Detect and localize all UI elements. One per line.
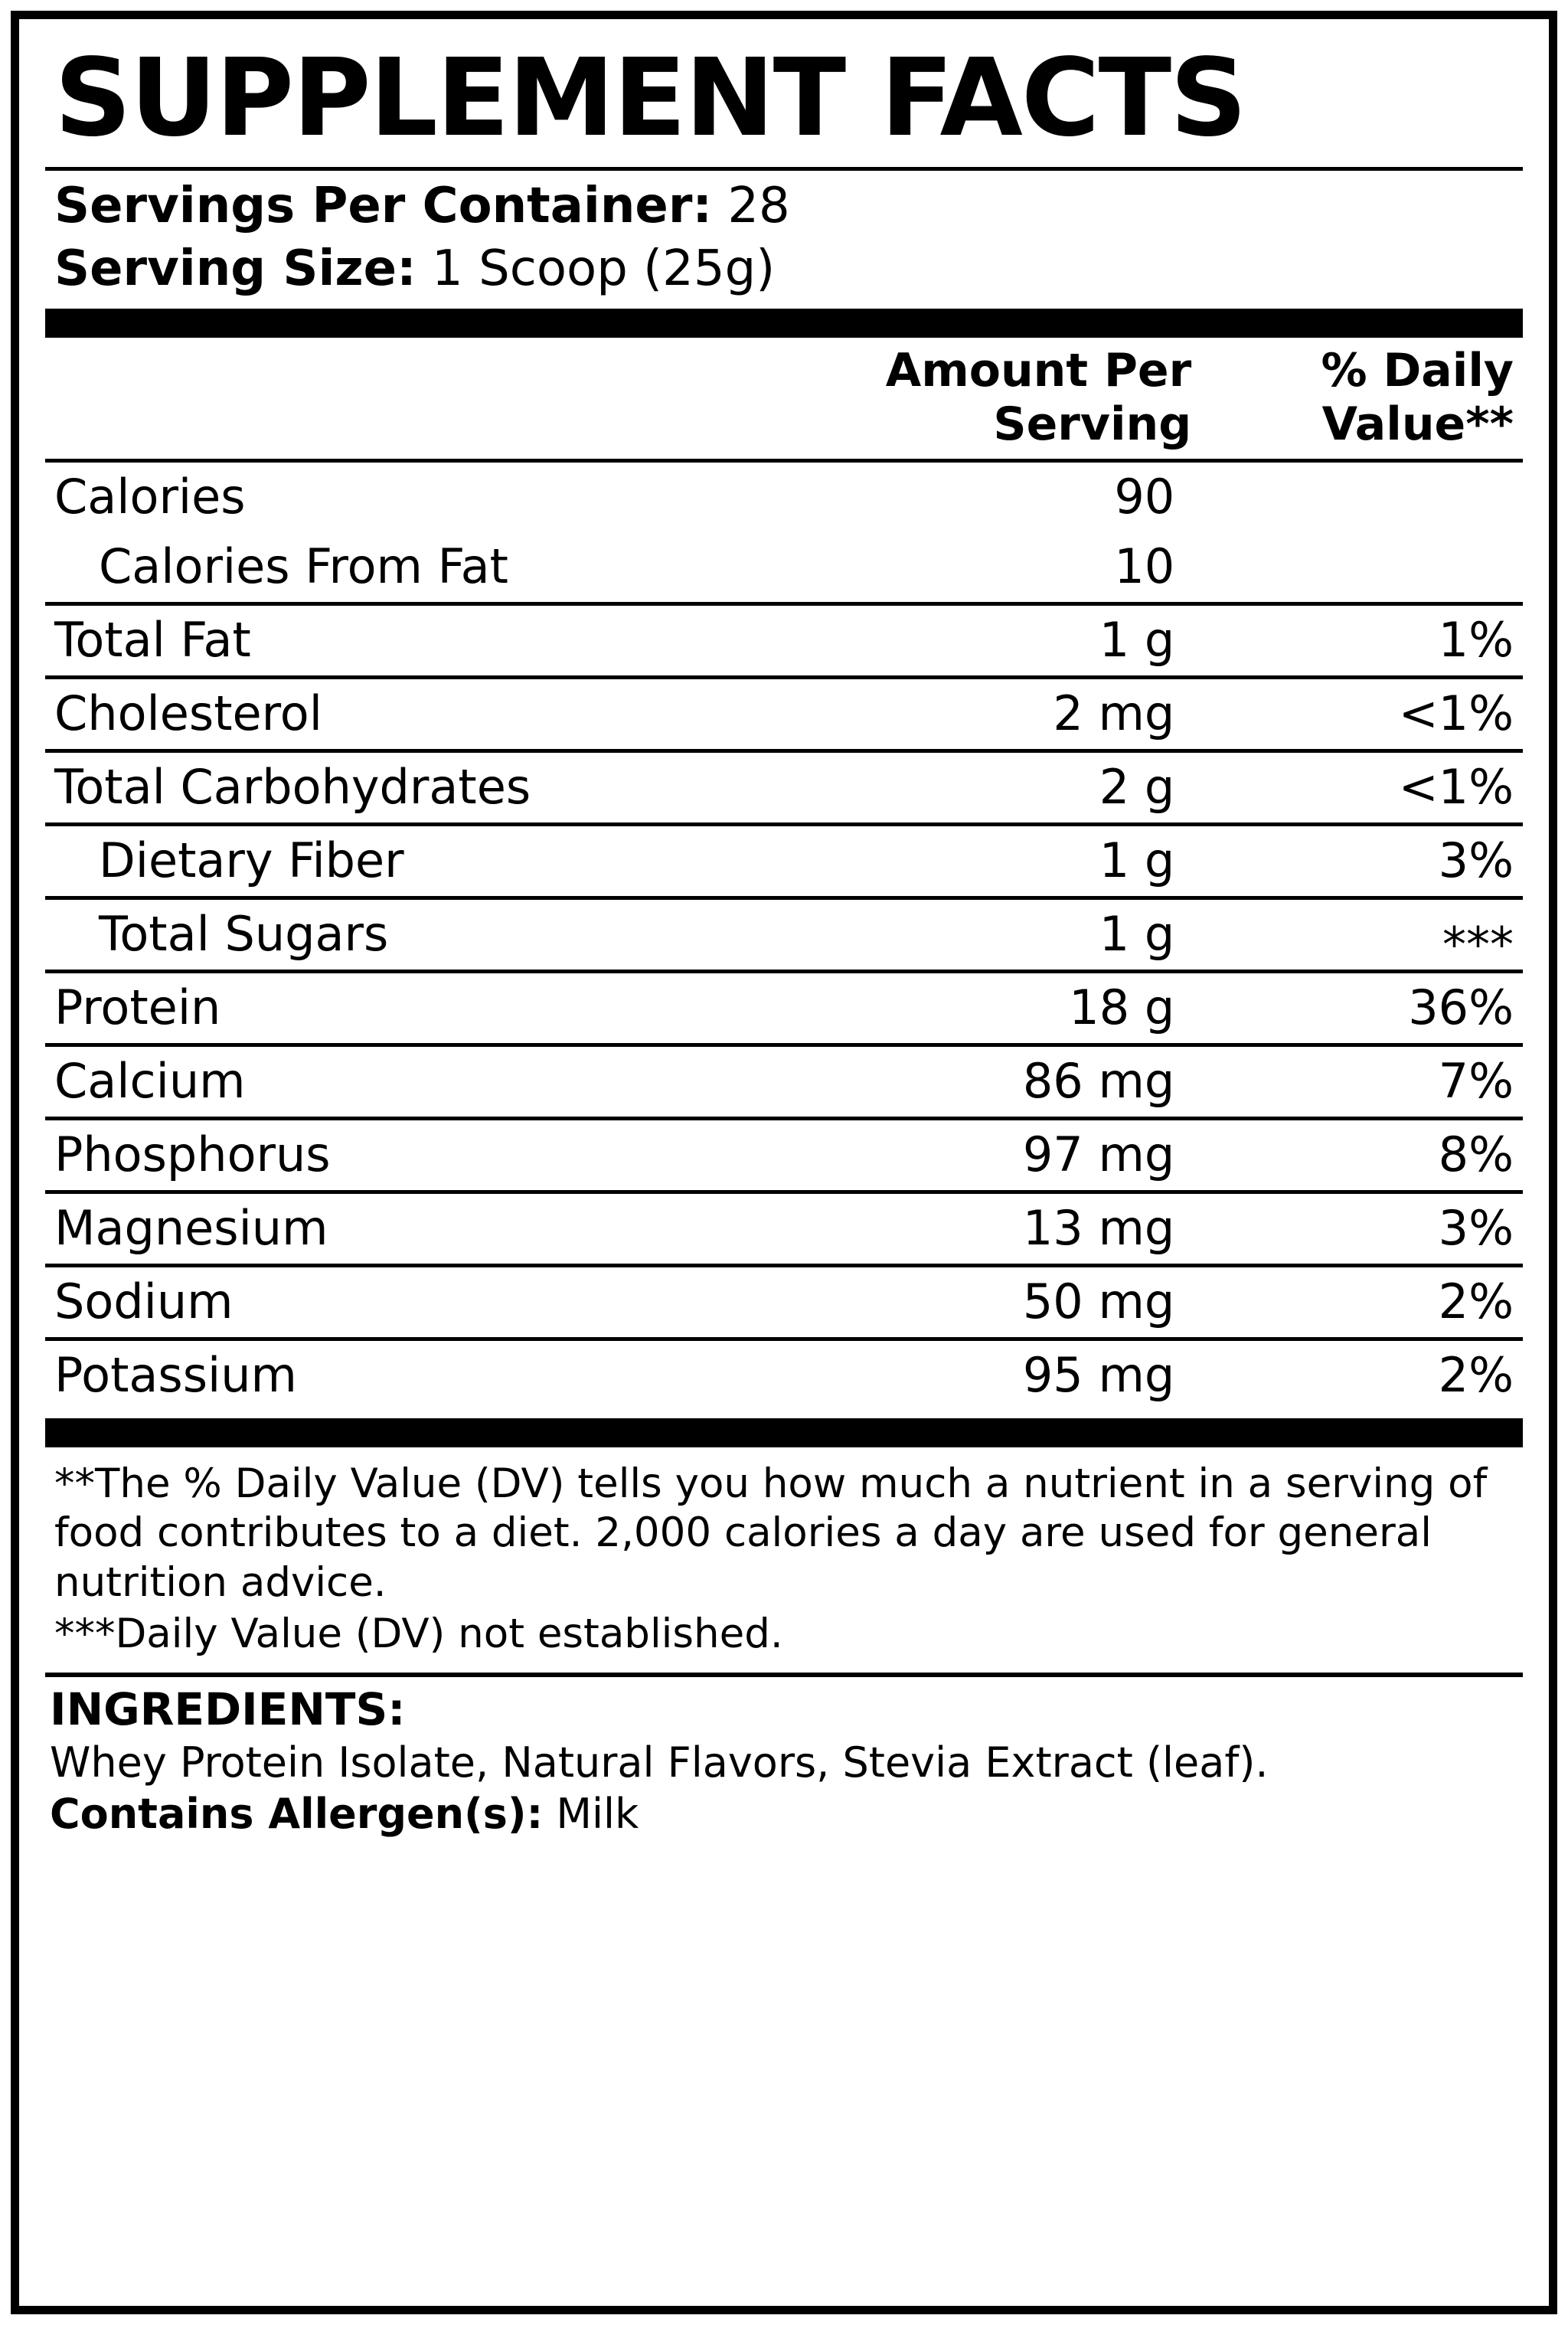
daily-value-note: **The % Daily Value (DV) tells you how much a nutrient in a serving of food contributes to a diet. 2,000 calories a day are used for general nutrition advice. [54, 1460, 1488, 1606]
supplement-facts-panel [11, 11, 1557, 2314]
serving-size-value: 1 Scoop (25g) [432, 240, 776, 297]
header-amount-per-serving: Amount Per Serving [885, 343, 1192, 451]
nutrient-dv: 2% [1211, 1339, 1523, 1411]
servings-per-container-line [54, 175, 1523, 238]
table-row [45, 1192, 1523, 1265]
serving-size-label: Serving Size: [54, 240, 416, 297]
table-row [45, 971, 1523, 1045]
nutrient-name: Calories From Fat [99, 538, 508, 594]
nutrient-name: Cholesterol [45, 677, 717, 750]
ingredients-list: Whey Protein Isolate, Natural Flavors, Stevia Extract (leaf). [50, 1738, 1269, 1787]
nutrient-name: Total Carbohydrates [45, 750, 717, 824]
nutrient-name: Dietary Fiber [45, 824, 717, 898]
ingredients-heading: INGREDIENTS: [50, 1683, 406, 1736]
page-title: SUPPLEMENT FACTS [54, 36, 1246, 161]
nutrient-dv: 1% [1211, 603, 1523, 677]
nutrient-amount: 1 g [717, 603, 1211, 677]
table-row [45, 677, 1523, 750]
header-blank [45, 338, 717, 461]
nutrient-amount: 86 mg [717, 1045, 1211, 1118]
nutrient-dv [1211, 460, 1523, 532]
nutrient-dv: 2% [1211, 1265, 1523, 1339]
serving-size-line [54, 238, 1523, 301]
table-row [45, 1265, 1523, 1339]
nutrient-amount: 95 mg [717, 1339, 1211, 1411]
table-row [45, 532, 1523, 604]
nutrient-amount: 50 mg [717, 1265, 1211, 1339]
nutrient-dv: 8% [1211, 1118, 1523, 1192]
allergen-line [50, 1788, 1523, 1840]
nutrient-name: Protein [45, 971, 717, 1045]
footnotes [54, 1460, 1501, 1660]
nutrient-name: Phosphorus [45, 1118, 717, 1192]
allergen-value: Milk [556, 1790, 639, 1839]
nutrient-dv: 3% [1211, 1192, 1523, 1265]
servings-per-container-label: Servings Per Container: [54, 177, 712, 234]
nutrient-amount: 18 g [717, 971, 1211, 1045]
table-row [45, 898, 1523, 971]
nutrient-amount: 1 g [717, 898, 1211, 971]
table-row [45, 824, 1523, 898]
nutrient-amount: 10 [1114, 538, 1175, 594]
nutrient-dv: *** [1211, 898, 1523, 971]
nutrient-name: Total Sugars [45, 898, 717, 971]
nutrient-name: Calories [45, 460, 717, 532]
divider-thick-bottom [45, 1418, 1523, 1447]
nutrient-amount: 90 [717, 460, 1211, 532]
header-daily-value: % Daily Value** [1321, 343, 1514, 451]
table-row [45, 750, 1523, 824]
nutrient-amount: 97 mg [717, 1118, 1211, 1192]
table-row [45, 1339, 1523, 1411]
allergen-label: Contains Allergen(s): [50, 1790, 544, 1839]
nutrient-dv: 7% [1211, 1045, 1523, 1118]
divider-under-title [45, 167, 1523, 171]
nutrient-name: Potassium [45, 1339, 717, 1411]
table-row [45, 603, 1523, 677]
table-header-row [45, 338, 1523, 461]
nutrient-dv [1211, 532, 1523, 604]
table-row [45, 460, 1523, 532]
nutrient-amount: 2 g [717, 750, 1211, 824]
nutrient-amount: 2 mg [717, 677, 1211, 750]
nutrient-dv: 3% [1211, 824, 1523, 898]
nutrient-dv: <1% [1211, 677, 1523, 750]
nutrient-name: Magnesium [45, 1192, 717, 1265]
nutrient-amount: 13 mg [717, 1192, 1211, 1265]
table-row [45, 1045, 1523, 1118]
nutrient-name: Calcium [45, 1045, 717, 1118]
divider-thick-top [45, 309, 1523, 338]
nutrient-dv: 36% [1211, 971, 1523, 1045]
nutrient-amount: 1 g [717, 824, 1211, 898]
nutrition-table [45, 338, 1523, 1411]
nutrient-dv: <1% [1211, 750, 1523, 824]
nutrient-name: Total Fat [45, 603, 717, 677]
table-row [45, 1118, 1523, 1192]
servings-per-container-value: 28 [727, 177, 790, 234]
not-established-note: ***Daily Value (DV) not established. [54, 1610, 783, 1657]
divider-above-ingredients [45, 1673, 1523, 1677]
nutrient-name: Sodium [45, 1265, 717, 1339]
